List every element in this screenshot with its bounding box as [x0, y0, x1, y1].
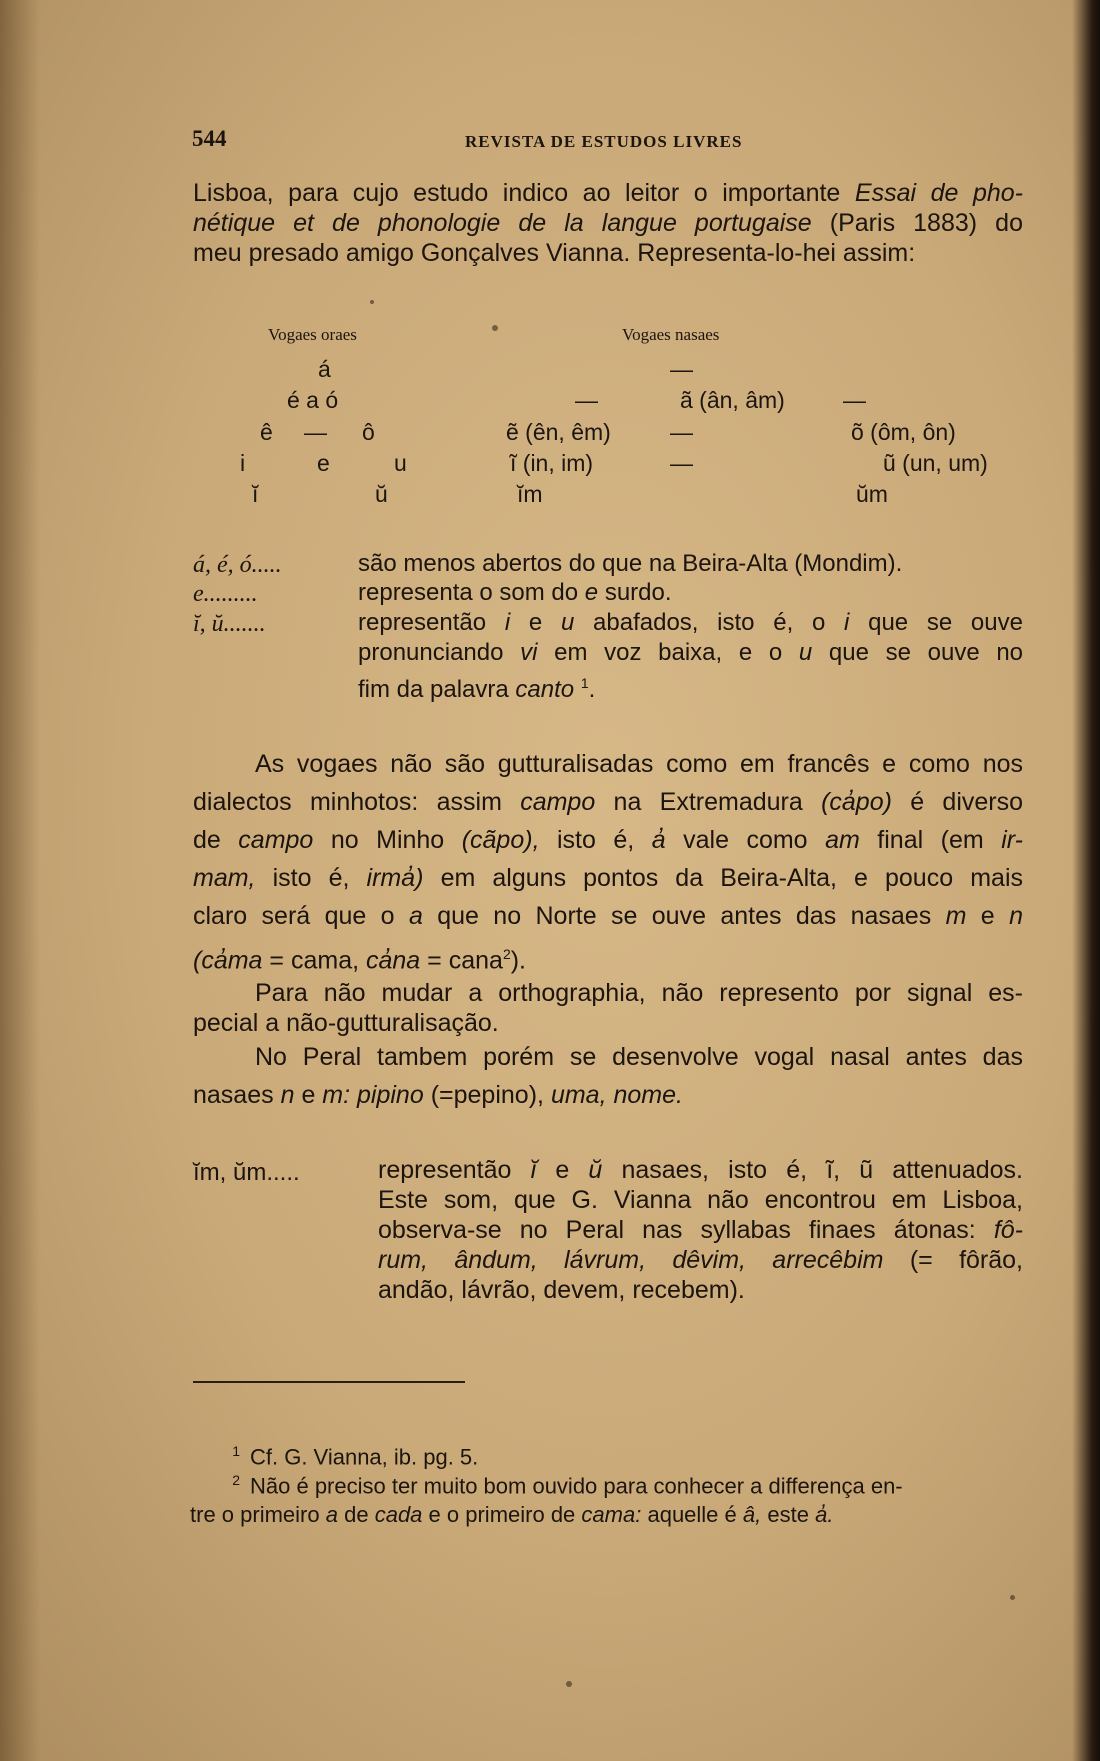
nasal-row-4-dash: — [670, 450, 693, 476]
nasal-row-5-u: ŭm [856, 481, 888, 507]
intro-line-3: meu presado amigo Gonçalves Vianna. Representa-lo-hei assim: [193, 239, 916, 267]
footnote-2: $^2$ Não é preciso ter muito bom ouvido para conhecer a differença en- tre o primeiro a de cada e o primeiro de cama: aquelle é â, este a̓. [190, 1472, 903, 1528]
intro-line-2: nétique et de phonologie de la langue portugaise (Paris 1883) do [193, 209, 1023, 237]
nasal-row-2-a: ã (ân, âm) [680, 387, 785, 413]
footnote-1: $^1$ Cf. G. Vianna, ib. pg. 5. [232, 1443, 479, 1470]
intro-paragraph [193, 178, 1023, 268]
oral-row-5-a: ĭ [252, 481, 259, 507]
definition-term-3: ĭ, ŭ....... [193, 611, 266, 637]
nasal-row-3-dash: — [670, 419, 693, 445]
oral-row-4-c: u [394, 450, 407, 476]
definition-text-2: representa o som do e surdo. [358, 579, 672, 606]
oral-row-3-dash: — [304, 419, 327, 445]
page-number: 544 [192, 126, 227, 151]
nasal-row-4-i: ĩ (in, im) [510, 450, 594, 476]
paper-speck [1010, 1595, 1015, 1600]
paper-speck [492, 325, 498, 331]
definition-term-2: e......... [193, 581, 258, 607]
nasal-row-2-dash-1: — [575, 387, 598, 413]
oral-row-3-a: ê [260, 419, 273, 445]
oral-row-5-b: ŭ [375, 481, 388, 507]
nasal-row-2-dash-2: — [843, 387, 866, 413]
oral-row-3-b: ô [362, 419, 375, 445]
oral-row-2: é a ó [287, 387, 339, 413]
nasal-row-4-u: ũ (un, um) [883, 450, 988, 476]
definition-nasal-text: representão ĭ e ŭ nasaes, isto é, ĩ, ũ attenuados. Este som, que G. Vianna não encontrou em Lisboa, observa-se no Peral nas syllabas finaes átonas: fô- rum, ândum, lávrum, dêvim, arrecêbim (= fôrão, andão, lávrão, devem, recebem). [378, 1156, 1023, 1304]
definition-term-1: á, é, ó..... [193, 552, 282, 578]
running-title: REVISTA DE ESTUDOS LIVRES [465, 132, 743, 151]
nasal-row-5-i: ĭm [517, 481, 543, 507]
definition-text-3: representão i e u abafados, isto é, o i que se ouve pronunciando vi em voz baixa, e o u que se ouve no fim da palavra canto $^1$. [358, 609, 1024, 703]
nasal-vowels-heading: Vogaes nasaes [622, 325, 720, 344]
footnote-rule [193, 1381, 465, 1383]
oral-row-4-a: i [240, 450, 246, 476]
paper-speck [566, 1681, 572, 1687]
body-paragraph-3: No Peral tambem porém se desenvolve vogal nasal antes das nasaes n e m: pipino (=pepino), uma, nome. [193, 1043, 1023, 1109]
nasal-row-3-e: ẽ (ên, êm) [506, 419, 611, 445]
oral-row-4-b: e [317, 450, 330, 476]
oral-row-1: á [318, 356, 331, 382]
oral-vowels-heading: Vogaes oraes [268, 325, 357, 344]
definition-text-1: são menos abertos do que na Beira-Alta (Mondim). [358, 550, 903, 577]
body-paragraph-1: As vogaes não são gutturalisadas como em francês e como nos dialectos minhotos: assim campo na Extremadura (ca̓po) é diverso de campo no Minho (cãpo), isto é, a̓ vale como am final (em ir- mam, isto é, irma̓) em alguns pontos da Beira-Alta, e pouco mais claro será que o a que no Norte se ouve antes das nasaes m e n (ca̓ma = cama, ca̓na = cana$^2$). [193, 750, 1024, 975]
body-paragraph-2: Para não mudar a orthographia, não represento por signal es- pecial a não-gutturalisação. [193, 979, 1023, 1037]
nasal-row-1-dash: — [670, 356, 693, 382]
nasal-row-3-o: õ (ôm, ôn) [851, 419, 956, 445]
definition-nasal-term: ĭm, ŭm..... [193, 1159, 300, 1186]
intro-line-1: Lisboa, para cujo estudo indico ao leitor o importante Essai de pho- [193, 179, 1023, 207]
paper-speck [370, 300, 374, 304]
